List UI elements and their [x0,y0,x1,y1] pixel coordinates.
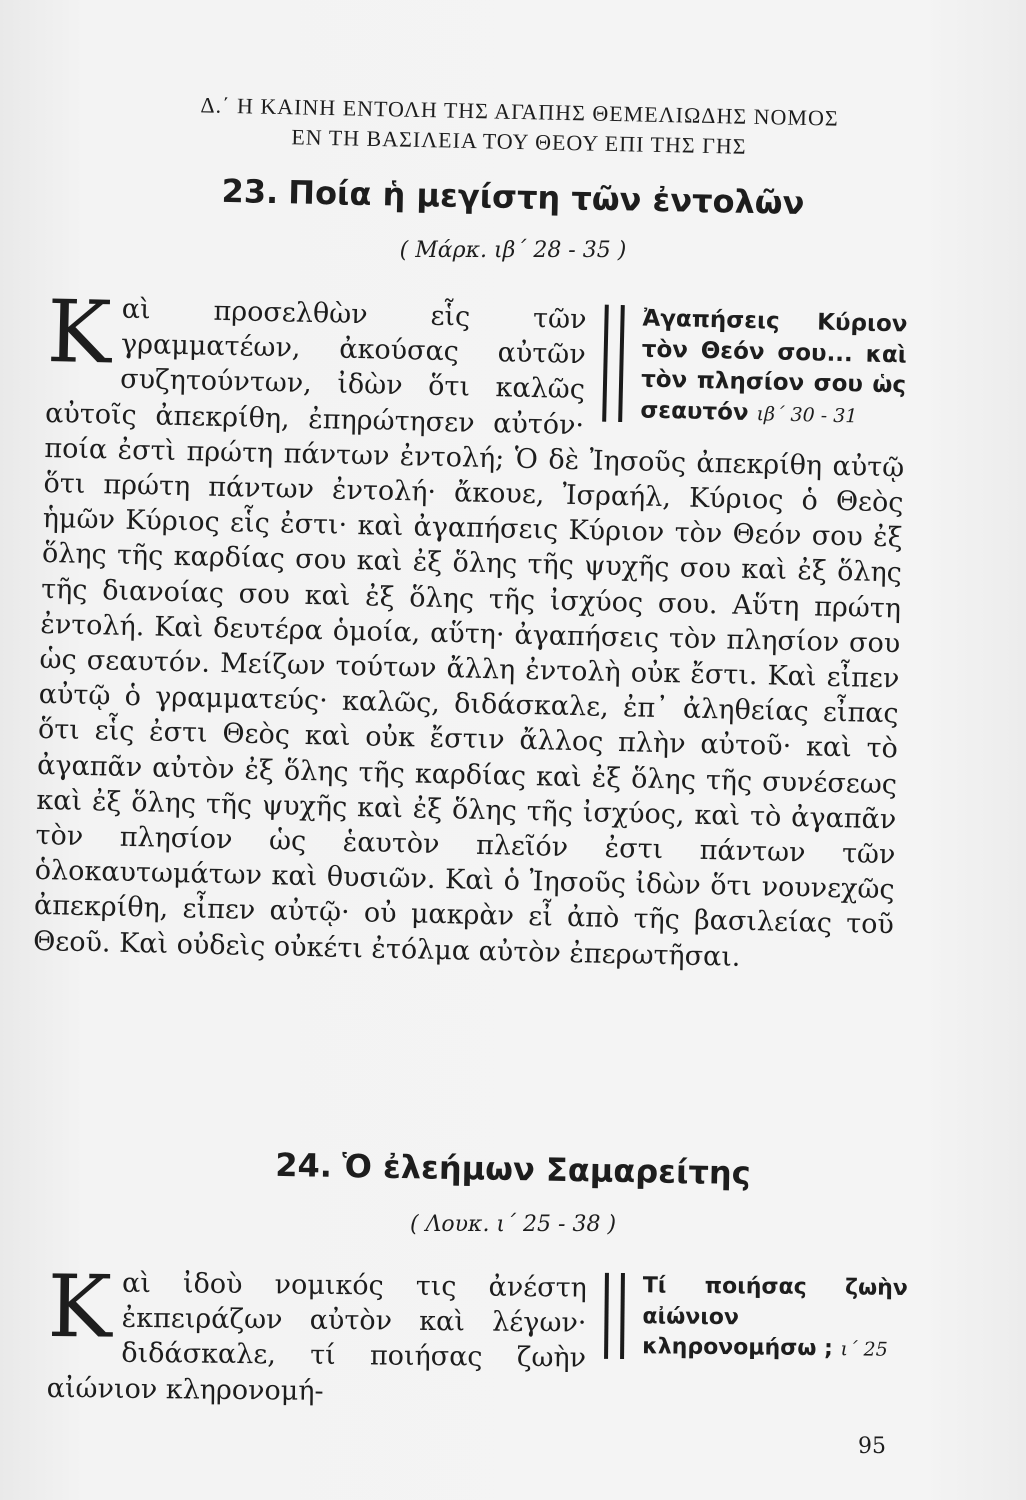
section-23-sidebox-text: Ἀγαπήσεις Κύριον τὸν Θεόν σου... καὶ τὸν πλησίον σου ὡς σεαυτόν [640,305,908,426]
section-23-reference: ( Μάρκ. ιβ΄ 28 - 35 ) [399,238,627,263]
section-23-title [0,167,1026,226]
section-24-reference: ( Λουκ. ι΄ 25 - 38 ) [409,1212,617,1237]
section-23-sidebox-ref: ιβ΄ 30 - 31 [756,402,858,427]
sidebox-rule [604,1273,625,1359]
chapter-header-line-2: ΕΝ ΤΗ ΒΑΣΙΛΕΙΑ ΤΟΥ ΘΕΟΥ ΕΠΙ ΤΗΣ ΓΗΣ [291,124,747,159]
section-24-sidebox [604,1271,908,1366]
chapter-header-line-1: Δ.΄ Η ΚΑΙΝΗ ΕΝΤΟΛΗ ΤΗΣ ΑΓΑΠΗΣ ΘΕΜΕΛΙΩΔΗΣ ΝΟΜΟΣ [200,92,839,131]
section-23-heading: Ποία ἡ μεγίστη τῶν ἐντολῶν [287,173,805,223]
section-24-sidebox-ref: ι΄ 25 [840,1338,888,1361]
section-24-sidebox-text: Τί ποιήσας ζωὴν αἰώνιον κληρονομήσω ; [642,1273,908,1362]
section-23-body [32,282,908,978]
section-23-text: αὶ προσελθὼν εἷς τῶν γραμματέων, ἀκούσας αὐτῶν συζητούντων, ἰδὼν ὅτι καλῶς αὐτοῖς ἀπεκρίθη, ἐπηρώτησεν αὐτόν· ποία ἐστὶ πρώτη πάντων ἐντολή; Ὁ δὲ Ἰησοῦς ἀπεκρίθη αὐτῷ ὅτι πρώτη πάντων ἐντολή· ἄκουε, Ἰσραήλ, Κύριος ὁ Θεὸς ἡμῶν Κύριος εἷς ἐστι· καὶ ἀγαπήσεις Κύριον τὸν Θεόν σου ἐξ ὅλης τῆς καρδίας σου καὶ ἐξ ὅλης τῆς ψυχῆς σου καὶ ἐξ ὅλης τῆς διανοίας σου καὶ ἐξ ὅλης τῆς ἰσχύος σου. Αὕτη πρώτη ἐντολή. Καὶ δευτέρα ὁμοία, αὕτη· ἀγαπήσεις τὸν πλησίον σου ὡς σεαυτόν. Μείζων τούτων ἄλλη ἐντολὴ οὐκ ἔστι. Καὶ εἶπεν αὐτῷ ὁ γραμματεύς· καλῶς, διδάσκαλε, ἐπ᾿ ἀληθείας εἶπας ὅτι εἷς ἐστι Θεὸς καὶ οὐκ ἔστιν ἄλλος πλὴν αὐτοῦ· καὶ τὸ ἀγαπᾶν αὐτὸν ἐξ ὅλης τῆς καρδίας καὶ ἐξ ὅλης τῆς συνέσεως καὶ ἐξ ὅλης τῆς ψυχῆς καὶ ἐξ ὅλης τῆς ἰσχύος, καὶ τὸ ἀγαπᾶν τὸν πλησίον ὡς ἑαυτὸν πλεῖόν ἐστι πάντων τῶν ὁλοκαυτωμάτων καὶ θυσιῶν. Καὶ ὁ Ἰησοῦς ἰδὼν ὅτι νουνεχῶς ἀπεκρίθη, εἶπεν αὐτῷ· οὐ μακρὰν εἶ ἀπὸ τῆς βασιλείας τοῦ Θεοῦ. Καὶ οὐδεὶς οὐκέτι ἐτόλμα αὐτὸν ἐπερωτῆσαι. [32,293,905,973]
sidebox-rule [602,305,625,422]
section-24-text: αὶ ἰδοὺ νομικός τις ἀνέστη ἐκπειράζων αὐτὸν καὶ λέγων· διδάσκαλε, τί ποιήσας ζωὴν αἰώνιον κληρονομή- [46,1267,587,1407]
section-23-sidebox [602,303,908,433]
section-24-heading: Ὁ ἐλεήμων Σαμαρείτης [341,1147,751,1193]
section-23-dropcap: Κ [45,282,113,384]
section-23-number: 23. [221,171,279,212]
section-24-body [46,1257,908,1415]
chapter-header [89,88,950,166]
section-24-number: 24. [275,1145,333,1185]
section-24-dropcap: Κ [47,1257,113,1358]
page-number: 95 [858,1434,886,1459]
section-24-title [0,1141,1026,1197]
